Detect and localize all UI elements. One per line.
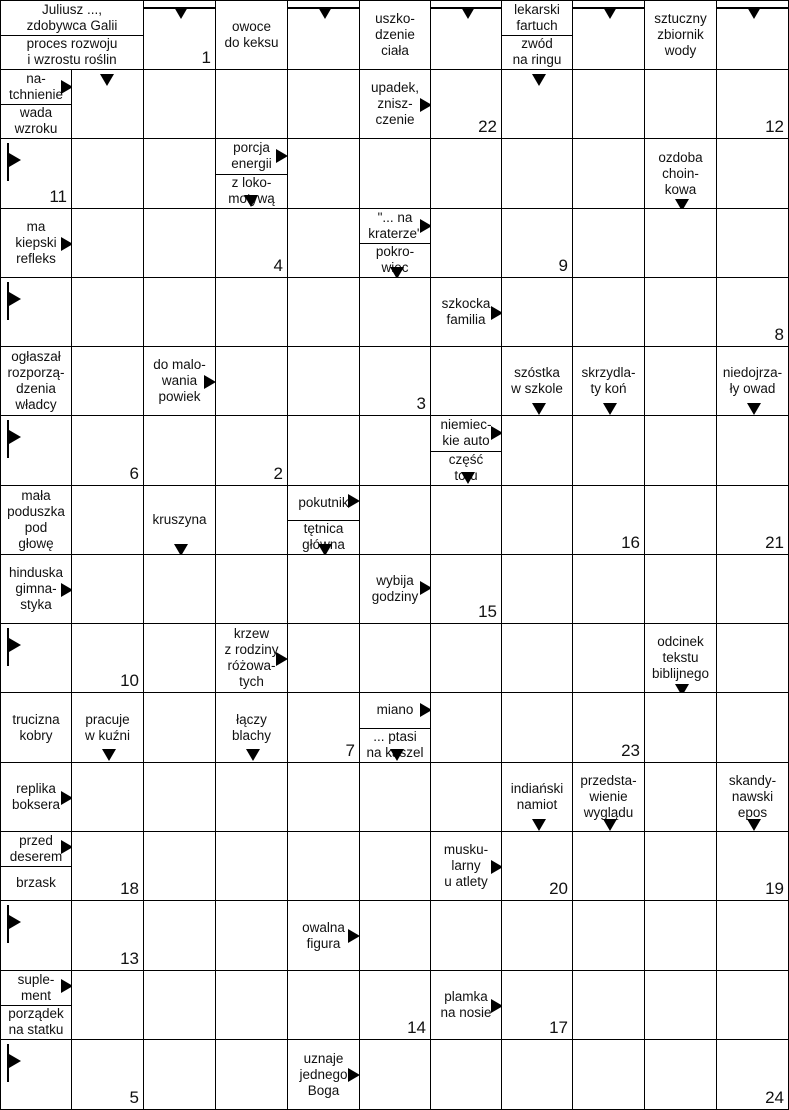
answer-cell[interactable]: [72, 901, 144, 971]
answer-cell[interactable]: [216, 763, 288, 832]
clue-text-bottom: wada wzroku: [14, 105, 58, 136]
answer-cell[interactable]: [0, 416, 72, 486]
answer-cell[interactable]: [645, 901, 717, 971]
answer-cell[interactable]: [144, 832, 216, 901]
answer-cell[interactable]: [360, 139, 431, 209]
solution-letter-number: 1: [201, 48, 211, 67]
answer-cell[interactable]: [645, 763, 717, 832]
solution-letter-number: 11: [49, 187, 67, 206]
clue-text: sztuczny zbiornik wody: [654, 11, 707, 58]
clue-cell: [360, 555, 431, 624]
answer-cell[interactable]: [645, 70, 717, 139]
solution-letter-number: 18: [120, 879, 139, 898]
arrow-right-icon: [348, 1068, 360, 1082]
answer-cell[interactable]: [72, 555, 144, 624]
solution-letter-number: 4: [273, 256, 283, 275]
clue-cell: [144, 486, 216, 555]
answer-cell[interactable]: [72, 278, 144, 347]
answer-cell[interactable]: [144, 0, 216, 70]
answer-cell[interactable]: [573, 832, 645, 901]
clue-text: skrzydla- ty koń: [581, 365, 636, 396]
answer-cell[interactable]: [216, 416, 288, 486]
answer-cell[interactable]: [288, 763, 360, 832]
clue-cell: [360, 693, 431, 763]
answer-cell[interactable]: [360, 278, 431, 347]
answer-cell[interactable]: [216, 901, 288, 971]
answer-cell[interactable]: [717, 70, 789, 139]
arrow-right-icon: [348, 929, 360, 943]
clue-text: owalna figura: [302, 919, 345, 951]
answer-cell[interactable]: [288, 555, 360, 624]
answer-cell[interactable]: [431, 555, 502, 624]
clue-cell: [717, 763, 789, 832]
arrow-right-icon: [276, 652, 288, 666]
answer-cell[interactable]: [502, 693, 573, 763]
answer-cell[interactable]: [645, 347, 717, 416]
solution-letter-number: 12: [765, 117, 784, 136]
clue-cell: [72, 693, 144, 763]
answer-cell[interactable]: [360, 624, 431, 693]
clue-cell: [431, 416, 502, 486]
clue-cell: [431, 971, 502, 1040]
answer-cell[interactable]: [144, 901, 216, 971]
answer-cell[interactable]: [645, 278, 717, 347]
clue-cell: [216, 0, 288, 70]
clue-cell: [216, 624, 288, 693]
clue-text: ma kiepski refleks: [15, 219, 57, 266]
clue-cell: [288, 486, 360, 555]
clue-text: ozdoba choin- kowa: [658, 149, 703, 197]
solution-letter-number: 22: [478, 117, 497, 136]
clue-text-top: niemiec- kie auto: [440, 417, 492, 449]
clue-cell: [0, 693, 72, 763]
solution-letter-number: 17: [549, 1018, 568, 1037]
answer-cell[interactable]: [645, 555, 717, 624]
answer-cell[interactable]: [431, 209, 502, 278]
answer-cell[interactable]: [573, 693, 645, 763]
solution-letter-number: 13: [120, 949, 139, 968]
answer-cell[interactable]: [573, 416, 645, 486]
answer-cell[interactable]: [72, 416, 144, 486]
answer-cell[interactable]: [288, 209, 360, 278]
clue-text: przedsta- wienie wyglądu: [580, 773, 637, 820]
clue-cell: [0, 832, 72, 901]
answer-cell[interactable]: [717, 209, 789, 278]
answer-cell[interactable]: [431, 347, 502, 416]
answer-cell[interactable]: [502, 278, 573, 347]
clue-cell: [216, 693, 288, 763]
solution-letter-number: 10: [120, 671, 139, 690]
clue-text-bottom: porządek na statku: [8, 1006, 64, 1037]
answer-cell[interactable]: [717, 555, 789, 624]
arrow-down-icon: [532, 74, 546, 86]
answer-cell[interactable]: [216, 486, 288, 555]
answer-cell[interactable]: [431, 763, 502, 832]
answer-cell[interactable]: [431, 901, 502, 971]
clue-text: replika boksera: [11, 781, 61, 812]
answer-cell[interactable]: [288, 0, 360, 70]
answer-cell[interactable]: [72, 209, 144, 278]
answer-cell[interactable]: [717, 832, 789, 901]
clue-cell: [216, 139, 288, 209]
answer-cell[interactable]: [360, 971, 431, 1040]
answer-cell[interactable]: [72, 1040, 144, 1110]
answer-cell[interactable]: [717, 0, 789, 70]
answer-cell[interactable]: [360, 832, 431, 901]
start-bar-icon: [288, 7, 359, 9]
answer-cell[interactable]: [72, 763, 144, 832]
clue-text-bottom: brzask: [16, 875, 56, 890]
clue-text: szóstka w szkole: [511, 365, 563, 396]
clue-text-top: "... na kraterze": [368, 210, 422, 241]
answer-cell[interactable]: [431, 486, 502, 555]
answer-cell[interactable]: [360, 763, 431, 832]
clue-text: odcinek tekstu biblijnego: [651, 634, 710, 681]
clue-cell: [645, 139, 717, 209]
answer-cell[interactable]: [360, 901, 431, 971]
answer-cell[interactable]: [431, 70, 502, 139]
clue-text-top: pokutnik: [298, 495, 349, 510]
answer-cell[interactable]: [573, 70, 645, 139]
clue-cell: [502, 0, 573, 70]
answer-cell[interactable]: [72, 139, 144, 209]
clue-text-top: na- tchnienie: [8, 71, 64, 102]
answer-cell[interactable]: [573, 901, 645, 971]
arrow-down-icon: [102, 749, 116, 761]
clue-text-top: suple- ment: [17, 972, 55, 1003]
answer-cell[interactable]: [288, 347, 360, 416]
clue-text: musku- larny u atlety: [443, 842, 489, 889]
answer-cell[interactable]: [502, 209, 573, 278]
arrow-right-icon: [348, 494, 360, 508]
clue-cell: [645, 0, 717, 70]
answer-cell[interactable]: [144, 693, 216, 763]
answer-cell[interactable]: [573, 624, 645, 693]
answer-cell[interactable]: [72, 486, 144, 555]
answer-cell[interactable]: [645, 971, 717, 1040]
answer-cell[interactable]: [0, 624, 72, 693]
answer-cell[interactable]: [717, 693, 789, 763]
clue-cell: [288, 901, 360, 971]
answer-cell[interactable]: [360, 416, 431, 486]
start-bar-icon: [431, 7, 501, 9]
answer-cell[interactable]: [431, 1040, 502, 1110]
clue-text: ogłaszał rozporzą- dzenia władcy: [7, 349, 65, 412]
solution-letter-number: 15: [478, 602, 497, 621]
clue-text: uznaje jednego Boga: [299, 1050, 348, 1098]
clue-text-top: miano: [376, 702, 414, 718]
answer-cell[interactable]: [216, 971, 288, 1040]
clue-text: łączy blachy: [231, 711, 272, 743]
clue-text: szkocka familia: [441, 296, 491, 327]
answer-cell[interactable]: [144, 416, 216, 486]
answer-cell[interactable]: [502, 486, 573, 555]
answer-cell[interactable]: [0, 278, 72, 347]
arrow-down-icon: [461, 472, 475, 484]
answer-cell[interactable]: [573, 278, 645, 347]
answer-cell[interactable]: [717, 139, 789, 209]
answer-cell[interactable]: [72, 971, 144, 1040]
clue-text: krzew z rodziny różowa- tych: [224, 626, 279, 689]
answer-cell[interactable]: [216, 1040, 288, 1110]
answer-cell[interactable]: [431, 0, 502, 70]
answer-cell[interactable]: [0, 901, 72, 971]
answer-cell[interactable]: [144, 278, 216, 347]
clue-cell: [0, 971, 72, 1040]
clue-text-bottom: ... ptasi na kaszel: [366, 728, 424, 760]
arrow-down-icon: [390, 749, 404, 761]
clue-cell: [431, 278, 502, 347]
answer-cell[interactable]: [717, 416, 789, 486]
answer-cell[interactable]: [717, 486, 789, 555]
answer-cell[interactable]: [288, 139, 360, 209]
clue-text: indiański namiot: [510, 781, 564, 812]
arrow-down-icon: [246, 749, 260, 761]
answer-cell[interactable]: [216, 209, 288, 278]
answer-cell[interactable]: [717, 901, 789, 971]
answer-cell[interactable]: [72, 832, 144, 901]
answer-cell[interactable]: [216, 555, 288, 624]
clue-cell: [288, 1040, 360, 1110]
clue-cell: [573, 347, 645, 416]
answer-cell[interactable]: [144, 971, 216, 1040]
arrow-down-icon: [747, 403, 761, 415]
answer-cell[interactable]: [144, 624, 216, 693]
clue-cell: [0, 763, 72, 832]
answer-cell[interactable]: [502, 139, 573, 209]
answer-cell[interactable]: [0, 139, 72, 209]
answer-cell[interactable]: [216, 347, 288, 416]
clue-cell: [0, 555, 72, 624]
answer-cell[interactable]: [288, 70, 360, 139]
answer-cell[interactable]: [717, 971, 789, 1040]
answer-cell[interactable]: [502, 70, 573, 139]
answer-cell[interactable]: [573, 555, 645, 624]
clue-text-bottom: pokro- wiec: [375, 244, 415, 275]
answer-cell[interactable]: [645, 416, 717, 486]
answer-cell[interactable]: [216, 278, 288, 347]
answer-cell[interactable]: [645, 1040, 717, 1110]
solution-letter-number: 21: [765, 533, 784, 552]
arrow-down-icon: [532, 819, 546, 831]
clue-text: plamka na nosie: [440, 989, 492, 1020]
answer-cell[interactable]: [72, 624, 144, 693]
clue-text: hinduska gimna- styka: [8, 565, 64, 612]
clue-text: pracuje w kuźni: [84, 711, 130, 743]
clue-cell: [360, 70, 431, 139]
answer-cell[interactable]: [645, 486, 717, 555]
clue-cell: [0, 486, 72, 555]
answer-cell[interactable]: [144, 139, 216, 209]
arrow-down-icon: [747, 819, 761, 831]
arrow-down-icon: [603, 819, 617, 831]
answer-cell[interactable]: [216, 832, 288, 901]
answer-cell[interactable]: [288, 416, 360, 486]
solution-letter-number: 16: [621, 533, 640, 552]
answer-cell[interactable]: [72, 347, 144, 416]
clue-text-bottom: zwód na ringu: [512, 36, 562, 67]
answer-cell[interactable]: [144, 1040, 216, 1110]
solution-letter-number: 20: [549, 879, 568, 898]
answer-cell[interactable]: [431, 139, 502, 209]
solution-letter-number: 19: [765, 879, 784, 898]
answer-cell[interactable]: [573, 209, 645, 278]
arrow-down-icon: [532, 403, 546, 415]
clue-text: skandy- nawski epos: [728, 773, 777, 820]
answer-cell[interactable]: [502, 901, 573, 971]
clue-text: kruszyna: [152, 512, 207, 527]
answer-cell[interactable]: [431, 624, 502, 693]
answer-cell[interactable]: [288, 278, 360, 347]
answer-cell[interactable]: [502, 832, 573, 901]
answer-cell[interactable]: [0, 1040, 72, 1110]
answer-cell[interactable]: [573, 139, 645, 209]
answer-cell[interactable]: [645, 693, 717, 763]
clue-text-top: przed deserem: [9, 833, 63, 864]
arrow-right-icon: [204, 375, 216, 389]
answer-cell[interactable]: [360, 1040, 431, 1110]
answer-cell[interactable]: [144, 209, 216, 278]
clue-cell: [0, 347, 72, 416]
answer-cell[interactable]: [717, 624, 789, 693]
clue-text: owoce do keksu: [224, 19, 279, 50]
clue-text: mała poduszka pod głowę: [7, 488, 65, 551]
answer-cell[interactable]: [144, 70, 216, 139]
answer-cell[interactable]: [360, 486, 431, 555]
clue-text-bottom: proces rozwoju i wzrostu roślin: [26, 36, 118, 67]
clue-text: uszko- dzenie ciała: [375, 11, 415, 58]
answer-cell[interactable]: [431, 693, 502, 763]
clue-cell: [0, 209, 72, 278]
clue-cell: [502, 347, 573, 416]
answer-cell[interactable]: [502, 555, 573, 624]
clue-cell: [645, 624, 717, 693]
solution-letter-number: 24: [765, 1088, 784, 1107]
clue-text-top: Juliusz ..., zdobywca Galii: [26, 2, 118, 33]
start-bar-icon: [717, 7, 788, 9]
clue-cell: [0, 0, 144, 70]
solution-letter-number: 9: [558, 256, 568, 275]
clue-text-top: porcja energii: [231, 140, 272, 172]
answer-cell[interactable]: [573, 486, 645, 555]
clue-cell: [717, 347, 789, 416]
answer-cell[interactable]: [573, 1040, 645, 1110]
answer-cell[interactable]: [72, 70, 144, 139]
answer-cell[interactable]: [502, 416, 573, 486]
solution-letter-number: 23: [621, 741, 640, 760]
answer-cell[interactable]: [717, 1040, 789, 1110]
solution-letter-number: 6: [129, 464, 139, 483]
clue-text: wybija godziny: [371, 573, 419, 604]
solution-letter-number: 5: [129, 1088, 139, 1107]
solution-letter-number: 14: [407, 1018, 426, 1037]
answer-cell[interactable]: [502, 1040, 573, 1110]
answer-cell[interactable]: [144, 763, 216, 832]
answer-cell[interactable]: [573, 971, 645, 1040]
answer-cell[interactable]: [717, 278, 789, 347]
start-bar-icon: [144, 7, 215, 9]
answer-cell[interactable]: [288, 971, 360, 1040]
arrow-right-icon: [276, 149, 288, 163]
answer-cell[interactable]: [216, 70, 288, 139]
clue-cell: [0, 70, 72, 139]
clue-text-bottom: z loko- motywą: [228, 174, 275, 206]
clue-text: niedojrza- ły owad: [722, 365, 783, 396]
solution-letter-number: 8: [774, 325, 784, 344]
clue-cell: [431, 832, 502, 901]
answer-cell[interactable]: [645, 832, 717, 901]
answer-cell[interactable]: [645, 209, 717, 278]
answer-cell[interactable]: [502, 624, 573, 693]
answer-cell[interactable]: [288, 624, 360, 693]
answer-cell[interactable]: [502, 971, 573, 1040]
solution-letter-number: 2: [273, 464, 283, 483]
answer-cell[interactable]: [144, 555, 216, 624]
clue-text: do malo- wania powiek: [153, 357, 206, 404]
clue-cell: [502, 763, 573, 832]
clue-text-bottom: tętnica główna: [302, 521, 345, 552]
arrow-down-icon: [603, 403, 617, 415]
answer-cell[interactable]: [573, 0, 645, 70]
clue-text: trucizna kobry: [12, 711, 60, 743]
clue-text: upadek, znisz- czenie: [370, 80, 420, 127]
clue-cell: [360, 209, 431, 278]
clue-cell: [360, 0, 431, 70]
answer-cell[interactable]: [288, 832, 360, 901]
clue-text-top: lekarski fartuch: [514, 2, 560, 33]
clue-cell: [573, 763, 645, 832]
solution-letter-number: 3: [416, 394, 426, 413]
answer-cell[interactable]: [288, 693, 360, 763]
solution-letter-number: 7: [345, 741, 355, 760]
start-bar-icon: [573, 7, 644, 9]
arrow-down-icon: [244, 195, 258, 207]
answer-cell[interactable]: [360, 347, 431, 416]
clue-cell: [144, 347, 216, 416]
arrow-down-icon: [100, 74, 114, 86]
clue-text-bottom: część toru: [448, 451, 484, 483]
